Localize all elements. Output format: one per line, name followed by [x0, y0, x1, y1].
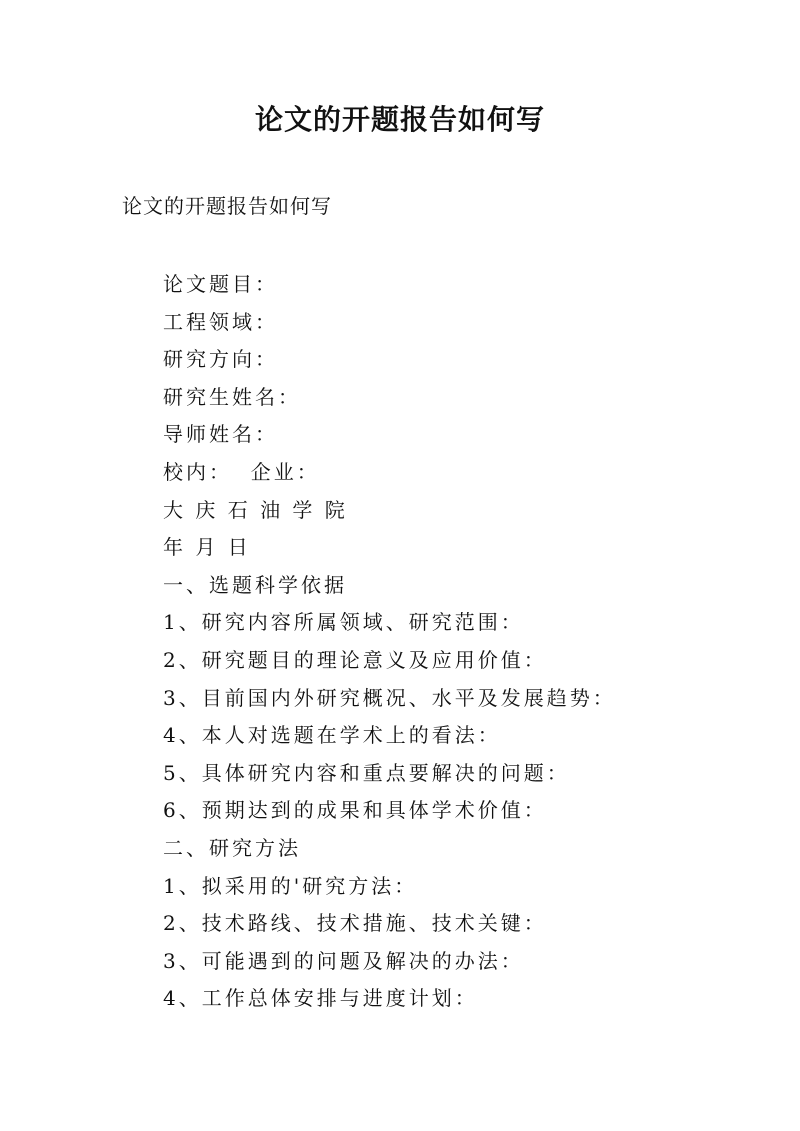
section-heading-1: 一、选题科学依据 [163, 572, 347, 597]
field-internal-enterprise: 校内： 企业： [163, 459, 320, 484]
section-heading-2: 二、研究方法 [163, 835, 301, 860]
list-item: 3、可能遇到的问题及解决的办法： [163, 948, 524, 973]
date-line: 年 月 日 [163, 535, 251, 560]
list-item: 2、技术路线、技术措施、技术关键： [163, 911, 547, 936]
list-item: 6、预期达到的成果和具体学术价值： [163, 798, 547, 823]
field-engineering-domain: 工程领域： [163, 309, 278, 334]
document-title: 论文的开题报告如何写 [254, 103, 545, 136]
document-subtitle: 论文的开题报告如何写 [122, 194, 332, 218]
list-item: 4、工作总体安排与进度计划： [163, 986, 478, 1011]
field-student-name: 研究生姓名： [163, 384, 301, 409]
list-item: 4、本人对选题在学术上的看法： [163, 723, 501, 748]
list-item: 3、目前国内外研究概况、水平及发展趋势： [163, 685, 616, 710]
list-item: 1、拟采用的'研究方法： [163, 873, 418, 898]
field-thesis-title: 论文题目： [163, 272, 278, 296]
list-item: 2、研究题目的理论意义及应用价值： [163, 647, 547, 672]
field-advisor-name: 导师姓名： [163, 422, 278, 447]
institution-name: 大 庆 石 油 学 院 [163, 497, 348, 522]
document-body [163, 266, 616, 1018]
list-item: 1、研究内容所属领域、研究范围： [163, 610, 524, 635]
list-item: 5、具体研究内容和重点要解决的问题： [163, 760, 570, 785]
field-research-direction: 研究方向： [163, 347, 278, 372]
